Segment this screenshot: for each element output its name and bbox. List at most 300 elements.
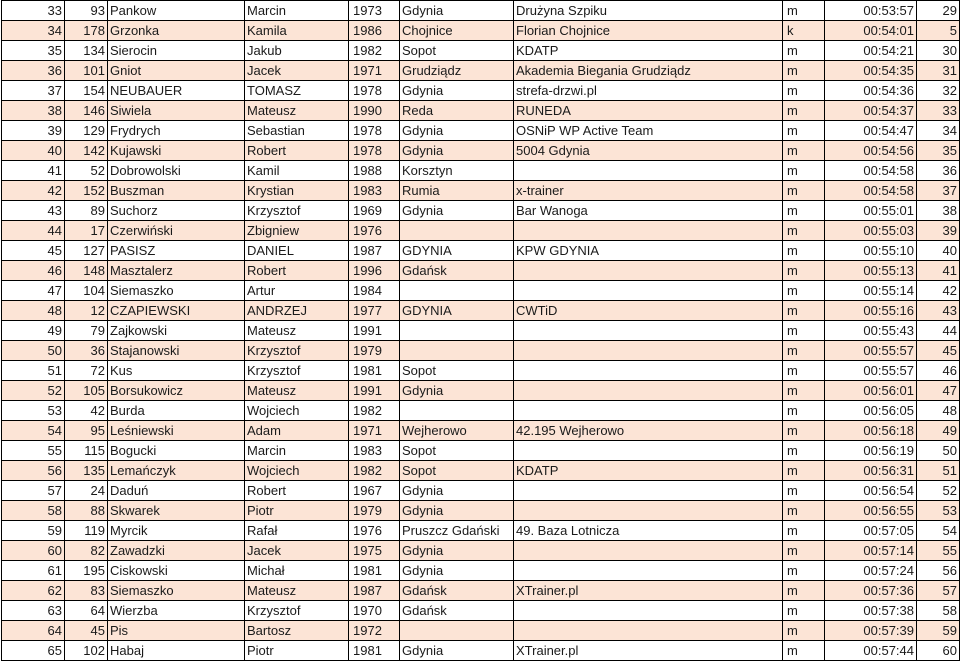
cell-time: 00:56:01 [825, 381, 917, 401]
cell-bib: 105 [65, 381, 108, 401]
cell-sex: m [783, 301, 825, 321]
table-row [2, 41, 960, 61]
cell-bib: 135 [65, 461, 108, 481]
cell-place: 46 [2, 261, 65, 281]
cell-birth-year: 1969 [349, 201, 400, 221]
table-row [2, 281, 960, 301]
cell-sex: m [783, 41, 825, 61]
cell-last-name: Bogucki [108, 441, 245, 461]
cell-club [514, 281, 783, 301]
cell-club [514, 441, 783, 461]
cell-birth-year: 1981 [349, 361, 400, 381]
cell-first-name: Bartosz [245, 621, 349, 641]
cell-sex-place: 38 [917, 201, 960, 221]
cell-time: 00:55:01 [825, 201, 917, 221]
table-row [2, 201, 960, 221]
cell-first-name: Sebastian [245, 121, 349, 141]
cell-club [514, 501, 783, 521]
cell-first-name: Jacek [245, 541, 349, 561]
cell-place: 33 [2, 1, 65, 21]
cell-last-name: Borsukowicz [108, 381, 245, 401]
cell-club: CWTiD [514, 301, 783, 321]
cell-time: 00:56:31 [825, 461, 917, 481]
cell-time: 00:54:58 [825, 161, 917, 181]
cell-last-name: Lemańczyk [108, 461, 245, 481]
table-row [2, 521, 960, 541]
cell-city: Gdynia [400, 81, 514, 101]
cell-city: Gdynia [400, 561, 514, 581]
cell-bib: 82 [65, 541, 108, 561]
cell-birth-year: 1971 [349, 421, 400, 441]
cell-sex: m [783, 161, 825, 181]
cell-bib: 17 [65, 221, 108, 241]
cell-place: 58 [2, 501, 65, 521]
cell-first-name: Jacek [245, 61, 349, 81]
cell-birth-year: 1986 [349, 21, 400, 41]
table-row [2, 321, 960, 341]
cell-city: Pruszcz Gdański [400, 521, 514, 541]
cell-bib: 129 [65, 121, 108, 141]
cell-first-name: Marcin [245, 1, 349, 21]
cell-city: Sopot [400, 361, 514, 381]
cell-sex: m [783, 581, 825, 601]
cell-city: Gdynia [400, 381, 514, 401]
cell-club [514, 401, 783, 421]
cell-time: 00:54:56 [825, 141, 917, 161]
cell-bib: 42 [65, 401, 108, 421]
cell-time: 00:54:58 [825, 181, 917, 201]
cell-city: Sopot [400, 441, 514, 461]
cell-sex-place: 5 [917, 21, 960, 41]
cell-club [514, 481, 783, 501]
cell-sex-place: 45 [917, 341, 960, 361]
table-row [2, 61, 960, 81]
cell-last-name: Zajkowski [108, 321, 245, 341]
cell-sex-place: 33 [917, 101, 960, 121]
cell-sex-place: 47 [917, 381, 960, 401]
table-row [2, 481, 960, 501]
cell-time: 00:56:18 [825, 421, 917, 441]
table-row [2, 241, 960, 261]
cell-birth-year: 1983 [349, 181, 400, 201]
cell-sex-place: 43 [917, 301, 960, 321]
cell-bib: 115 [65, 441, 108, 461]
cell-sex: m [783, 381, 825, 401]
cell-place: 36 [2, 61, 65, 81]
cell-bib: 104 [65, 281, 108, 301]
cell-last-name: Czerwiński [108, 221, 245, 241]
cell-time: 00:56:54 [825, 481, 917, 501]
cell-sex-place: 54 [917, 521, 960, 541]
cell-club: OSNiP WP Active Team [514, 121, 783, 141]
cell-birth-year: 1976 [349, 221, 400, 241]
cell-first-name: Michał [245, 561, 349, 581]
cell-club: Akademia Biegania Grudziądz [514, 61, 783, 81]
cell-city: GDYNIA [400, 301, 514, 321]
cell-place: 43 [2, 201, 65, 221]
cell-place: 35 [2, 41, 65, 61]
cell-bib: 52 [65, 161, 108, 181]
cell-time: 00:57:05 [825, 521, 917, 541]
cell-place: 49 [2, 321, 65, 341]
cell-birth-year: 1967 [349, 481, 400, 501]
cell-sex-place: 48 [917, 401, 960, 421]
cell-first-name: Rafał [245, 521, 349, 541]
cell-time: 00:55:57 [825, 341, 917, 361]
cell-sex-place: 56 [917, 561, 960, 581]
cell-sex: m [783, 601, 825, 621]
cell-place: 53 [2, 401, 65, 421]
cell-time: 00:56:55 [825, 501, 917, 521]
table-row [2, 501, 960, 521]
cell-place: 52 [2, 381, 65, 401]
cell-bib: 101 [65, 61, 108, 81]
table-row [2, 181, 960, 201]
cell-last-name: Skwarek [108, 501, 245, 521]
cell-sex-place: 58 [917, 601, 960, 621]
cell-time: 00:55:10 [825, 241, 917, 261]
cell-place: 56 [2, 461, 65, 481]
cell-time: 00:54:21 [825, 41, 917, 61]
cell-first-name: Krystian [245, 181, 349, 201]
cell-birth-year: 1978 [349, 141, 400, 161]
cell-sex: m [783, 421, 825, 441]
cell-time: 00:55:14 [825, 281, 917, 301]
cell-place: 48 [2, 301, 65, 321]
cell-bib: 36 [65, 341, 108, 361]
cell-birth-year: 1971 [349, 61, 400, 81]
cell-first-name: Piotr [245, 641, 349, 661]
cell-sex-place: 52 [917, 481, 960, 501]
cell-first-name: Robert [245, 261, 349, 281]
cell-first-name: Krzysztof [245, 601, 349, 621]
cell-time: 00:54:37 [825, 101, 917, 121]
cell-club [514, 621, 783, 641]
cell-city: Gdynia [400, 641, 514, 661]
cell-sex: m [783, 181, 825, 201]
cell-club [514, 361, 783, 381]
cell-club: 5004 Gdynia [514, 141, 783, 161]
cell-time: 00:55:03 [825, 221, 917, 241]
cell-sex: m [783, 81, 825, 101]
cell-last-name: Siwiela [108, 101, 245, 121]
cell-place: 63 [2, 601, 65, 621]
cell-last-name: Kujawski [108, 141, 245, 161]
cell-time: 00:55:43 [825, 321, 917, 341]
cell-place: 44 [2, 221, 65, 241]
cell-sex-place: 35 [917, 141, 960, 161]
cell-time: 00:53:57 [825, 1, 917, 21]
cell-bib: 102 [65, 641, 108, 661]
table-row [2, 641, 960, 661]
cell-place: 42 [2, 181, 65, 201]
cell-birth-year: 1990 [349, 101, 400, 121]
cell-sex-place: 57 [917, 581, 960, 601]
cell-club: RUNEDA [514, 101, 783, 121]
cell-sex: m [783, 201, 825, 221]
cell-first-name: Kamil [245, 161, 349, 181]
cell-sex: m [783, 121, 825, 141]
cell-last-name: Pankow [108, 1, 245, 21]
cell-last-name: Suchorz [108, 201, 245, 221]
cell-sex-place: 40 [917, 241, 960, 261]
cell-place: 40 [2, 141, 65, 161]
cell-time: 00:57:14 [825, 541, 917, 561]
cell-last-name: Pis [108, 621, 245, 641]
cell-birth-year: 1979 [349, 341, 400, 361]
cell-bib: 83 [65, 581, 108, 601]
cell-place: 59 [2, 521, 65, 541]
cell-club: XTrainer.pl [514, 641, 783, 661]
cell-place: 54 [2, 421, 65, 441]
cell-time: 00:54:47 [825, 121, 917, 141]
table-row [2, 161, 960, 181]
cell-time: 00:56:19 [825, 441, 917, 461]
cell-time: 00:57:44 [825, 641, 917, 661]
table-row [2, 541, 960, 561]
cell-first-name: Marcin [245, 441, 349, 461]
cell-club [514, 321, 783, 341]
cell-place: 61 [2, 561, 65, 581]
cell-sex-place: 60 [917, 641, 960, 661]
cell-first-name: Zbigniew [245, 221, 349, 241]
cell-club [514, 381, 783, 401]
cell-city: Gdańsk [400, 261, 514, 281]
cell-first-name: Mateusz [245, 581, 349, 601]
cell-city: Chojnice [400, 21, 514, 41]
table-row [2, 561, 960, 581]
cell-city [400, 621, 514, 641]
cell-sex: m [783, 461, 825, 481]
cell-bib: 152 [65, 181, 108, 201]
cell-sex-place: 46 [917, 361, 960, 381]
cell-city: Gdynia [400, 121, 514, 141]
cell-bib: 93 [65, 1, 108, 21]
cell-bib: 64 [65, 601, 108, 621]
cell-city: Sopot [400, 41, 514, 61]
cell-place: 38 [2, 101, 65, 121]
cell-club [514, 601, 783, 621]
cell-first-name: DANIEL [245, 241, 349, 261]
cell-sex: m [783, 641, 825, 661]
cell-first-name: Mateusz [245, 101, 349, 121]
cell-birth-year: 1984 [349, 281, 400, 301]
cell-last-name: CZAPIEWSKI [108, 301, 245, 321]
cell-sex: m [783, 1, 825, 21]
cell-last-name: NEUBAUER [108, 81, 245, 101]
cell-last-name: PASISZ [108, 241, 245, 261]
cell-time: 00:54:01 [825, 21, 917, 41]
cell-place: 60 [2, 541, 65, 561]
cell-birth-year: 1978 [349, 81, 400, 101]
cell-first-name: Robert [245, 141, 349, 161]
cell-birth-year: 1988 [349, 161, 400, 181]
cell-place: 57 [2, 481, 65, 501]
cell-club [514, 541, 783, 561]
cell-birth-year: 1979 [349, 501, 400, 521]
cell-place: 51 [2, 361, 65, 381]
cell-first-name: Krzysztof [245, 341, 349, 361]
table-row [2, 461, 960, 481]
cell-last-name: Stajanowski [108, 341, 245, 361]
cell-city: Grudziądz [400, 61, 514, 81]
cell-club [514, 341, 783, 361]
cell-sex: m [783, 441, 825, 461]
cell-sex-place: 50 [917, 441, 960, 461]
cell-sex: m [783, 401, 825, 421]
cell-birth-year: 1970 [349, 601, 400, 621]
table-row [2, 601, 960, 621]
cell-sex: m [783, 361, 825, 381]
cell-sex: k [783, 21, 825, 41]
table-row [2, 141, 960, 161]
table-row [2, 21, 960, 41]
cell-place: 34 [2, 21, 65, 41]
cell-city: Gdynia [400, 1, 514, 21]
cell-sex-place: 29 [917, 1, 960, 21]
cell-city: Gdynia [400, 141, 514, 161]
cell-place: 64 [2, 621, 65, 641]
cell-bib: 72 [65, 361, 108, 381]
cell-city [400, 221, 514, 241]
cell-last-name: Siemaszko [108, 581, 245, 601]
cell-place: 47 [2, 281, 65, 301]
cell-last-name: Sierocin [108, 41, 245, 61]
cell-birth-year: 1978 [349, 121, 400, 141]
cell-sex-place: 37 [917, 181, 960, 201]
cell-city: Gdynia [400, 481, 514, 501]
table-row [2, 441, 960, 461]
cell-sex: m [783, 501, 825, 521]
cell-sex: m [783, 521, 825, 541]
cell-place: 65 [2, 641, 65, 661]
cell-birth-year: 1972 [349, 621, 400, 641]
cell-birth-year: 1991 [349, 321, 400, 341]
cell-sex-place: 32 [917, 81, 960, 101]
table-row [2, 621, 960, 641]
cell-time: 00:57:36 [825, 581, 917, 601]
cell-sex-place: 53 [917, 501, 960, 521]
results-body [2, 1, 960, 661]
cell-first-name: Wojciech [245, 461, 349, 481]
cell-place: 37 [2, 81, 65, 101]
cell-bib: 178 [65, 21, 108, 41]
cell-time: 00:57:39 [825, 621, 917, 641]
cell-sex: m [783, 541, 825, 561]
cell-sex-place: 30 [917, 41, 960, 61]
table-row [2, 221, 960, 241]
cell-club: Drużyna Szpiku [514, 1, 783, 21]
cell-club: x-trainer [514, 181, 783, 201]
cell-sex: m [783, 561, 825, 581]
cell-bib: 142 [65, 141, 108, 161]
cell-sex-place: 36 [917, 161, 960, 181]
cell-city: Sopot [400, 461, 514, 481]
cell-club [514, 561, 783, 581]
cell-sex-place: 39 [917, 221, 960, 241]
cell-time: 00:54:35 [825, 61, 917, 81]
cell-sex: m [783, 101, 825, 121]
cell-bib: 195 [65, 561, 108, 581]
cell-bib: 95 [65, 421, 108, 441]
cell-sex: m [783, 241, 825, 261]
cell-birth-year: 1982 [349, 461, 400, 481]
cell-last-name: Gniot [108, 61, 245, 81]
cell-last-name: Daduń [108, 481, 245, 501]
cell-birth-year: 1977 [349, 301, 400, 321]
table-row [2, 101, 960, 121]
cell-birth-year: 1987 [349, 581, 400, 601]
cell-club: KPW GDYNIA [514, 241, 783, 261]
table-row [2, 301, 960, 321]
cell-time: 00:55:57 [825, 361, 917, 381]
cell-bib: 12 [65, 301, 108, 321]
cell-club [514, 161, 783, 181]
cell-sex: m [783, 141, 825, 161]
cell-city: GDYNIA [400, 241, 514, 261]
cell-place: 45 [2, 241, 65, 261]
cell-sex: m [783, 621, 825, 641]
cell-birth-year: 1976 [349, 521, 400, 541]
cell-first-name: Krzysztof [245, 201, 349, 221]
table-row [2, 401, 960, 421]
cell-birth-year: 1981 [349, 561, 400, 581]
cell-club: KDATP [514, 461, 783, 481]
cell-club: strefa-drzwi.pl [514, 81, 783, 101]
cell-first-name: Mateusz [245, 381, 349, 401]
cell-last-name: Masztalerz [108, 261, 245, 281]
table-row [2, 421, 960, 441]
cell-sex-place: 59 [917, 621, 960, 641]
cell-time: 00:57:38 [825, 601, 917, 621]
cell-city: Wejherowo [400, 421, 514, 441]
cell-club [514, 261, 783, 281]
cell-bib: 148 [65, 261, 108, 281]
cell-first-name: TOMASZ [245, 81, 349, 101]
cell-sex-place: 49 [917, 421, 960, 441]
cell-birth-year: 1987 [349, 241, 400, 261]
cell-place: 41 [2, 161, 65, 181]
cell-first-name: Kamila [245, 21, 349, 41]
cell-time: 00:57:24 [825, 561, 917, 581]
cell-first-name: Mateusz [245, 321, 349, 341]
cell-bib: 88 [65, 501, 108, 521]
cell-sex-place: 55 [917, 541, 960, 561]
cell-city: Gdańsk [400, 581, 514, 601]
cell-last-name: Wierzba [108, 601, 245, 621]
cell-first-name: Wojciech [245, 401, 349, 421]
cell-bib: 134 [65, 41, 108, 61]
cell-city: Gdynia [400, 541, 514, 561]
cell-first-name: Jakub [245, 41, 349, 61]
cell-birth-year: 1973 [349, 1, 400, 21]
cell-sex-place: 42 [917, 281, 960, 301]
table-row [2, 261, 960, 281]
cell-last-name: Burda [108, 401, 245, 421]
table-row [2, 341, 960, 361]
table-row [2, 581, 960, 601]
cell-birth-year: 1982 [349, 41, 400, 61]
cell-time: 00:55:16 [825, 301, 917, 321]
cell-bib: 127 [65, 241, 108, 261]
cell-time: 00:54:36 [825, 81, 917, 101]
cell-city: Gdańsk [400, 601, 514, 621]
cell-city: Rumia [400, 181, 514, 201]
cell-sex: m [783, 281, 825, 301]
cell-sex: m [783, 61, 825, 81]
cell-bib: 146 [65, 101, 108, 121]
cell-bib: 79 [65, 321, 108, 341]
